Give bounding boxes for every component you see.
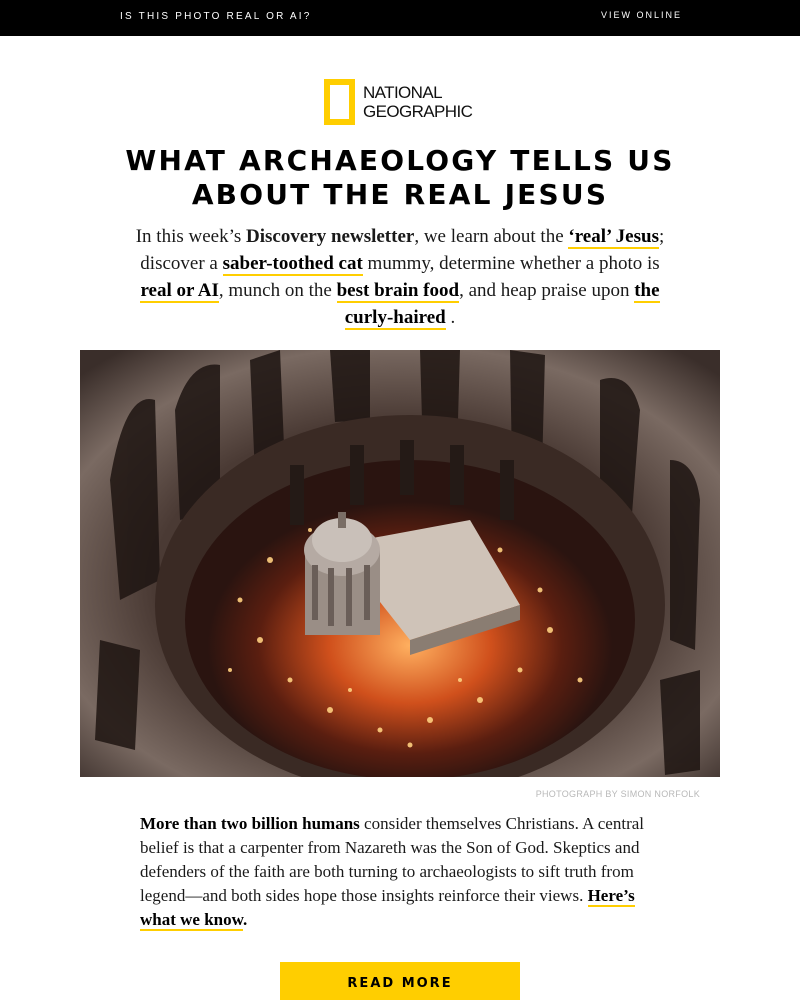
logo-line-2: GEOGRAPHIC (363, 102, 473, 121)
national-geographic-logo[interactable] (324, 79, 484, 125)
real-jesus-link[interactable]: ‘real’ Jesus (568, 226, 659, 247)
intro-text-2: , we learn about the (414, 226, 569, 247)
intro-text-4: mummy, determine whether a photo is (362, 253, 660, 274)
intro-text-1: In this week’s (135, 226, 247, 247)
headline (100, 144, 700, 212)
discovery-newsletter-label: Discovery newsletter (246, 226, 415, 247)
intro-text-3: ; discover a (140, 226, 665, 274)
body-paragraph (140, 812, 665, 932)
intro-text-7: . (445, 307, 456, 328)
headline-line-2: ABOUT THE REAL JESUS (191, 178, 609, 211)
hero-photo[interactable] (80, 350, 720, 777)
real-or-ai-link[interactable]: real or AI (140, 280, 219, 301)
headline-line-1: WHAT ARCHAEOLOGY TELLS US (125, 144, 675, 177)
top-bar (0, 0, 800, 36)
yellow-frame-icon (324, 79, 355, 125)
logo-wordmark (363, 83, 472, 121)
saber-toothed-cat-link[interactable]: saber-toothed cat (222, 253, 363, 274)
heres-what-we-know-link[interactable]: Here’s what we know (140, 886, 635, 929)
curly-haired-link[interactable]: the curly-haired (344, 280, 660, 328)
intro-text-5: , munch on the (218, 280, 337, 301)
intro-paragraph (130, 223, 670, 331)
view-online-link[interactable]: VIEW ONLINE (601, 10, 683, 20)
body-end: . (242, 910, 248, 929)
intro-text-6: , and heap praise upon (459, 280, 635, 301)
body-text: consider themselves Christians. A central belief is that a carpenter from Nazareth was the Son of God. Skeptics and defenders of the faith are both turning to archaeologists to sift truth from legend—and both sides hope those insights reinforce their views. (140, 814, 644, 905)
photo-credit: PHOTOGRAPH BY SIMON NORFOLK (535, 789, 700, 799)
best-brain-food-link[interactable]: best brain food (336, 280, 460, 301)
church-rotunda-photo-icon (80, 350, 720, 777)
photo-real-or-ai-link[interactable]: IS THIS PHOTO REAL OR AI? (120, 11, 312, 22)
read-more-button[interactable]: READ MORE (280, 962, 520, 1000)
body-lead: More than two billion humans (140, 814, 360, 833)
logo-line-1: NATIONAL (363, 83, 442, 102)
